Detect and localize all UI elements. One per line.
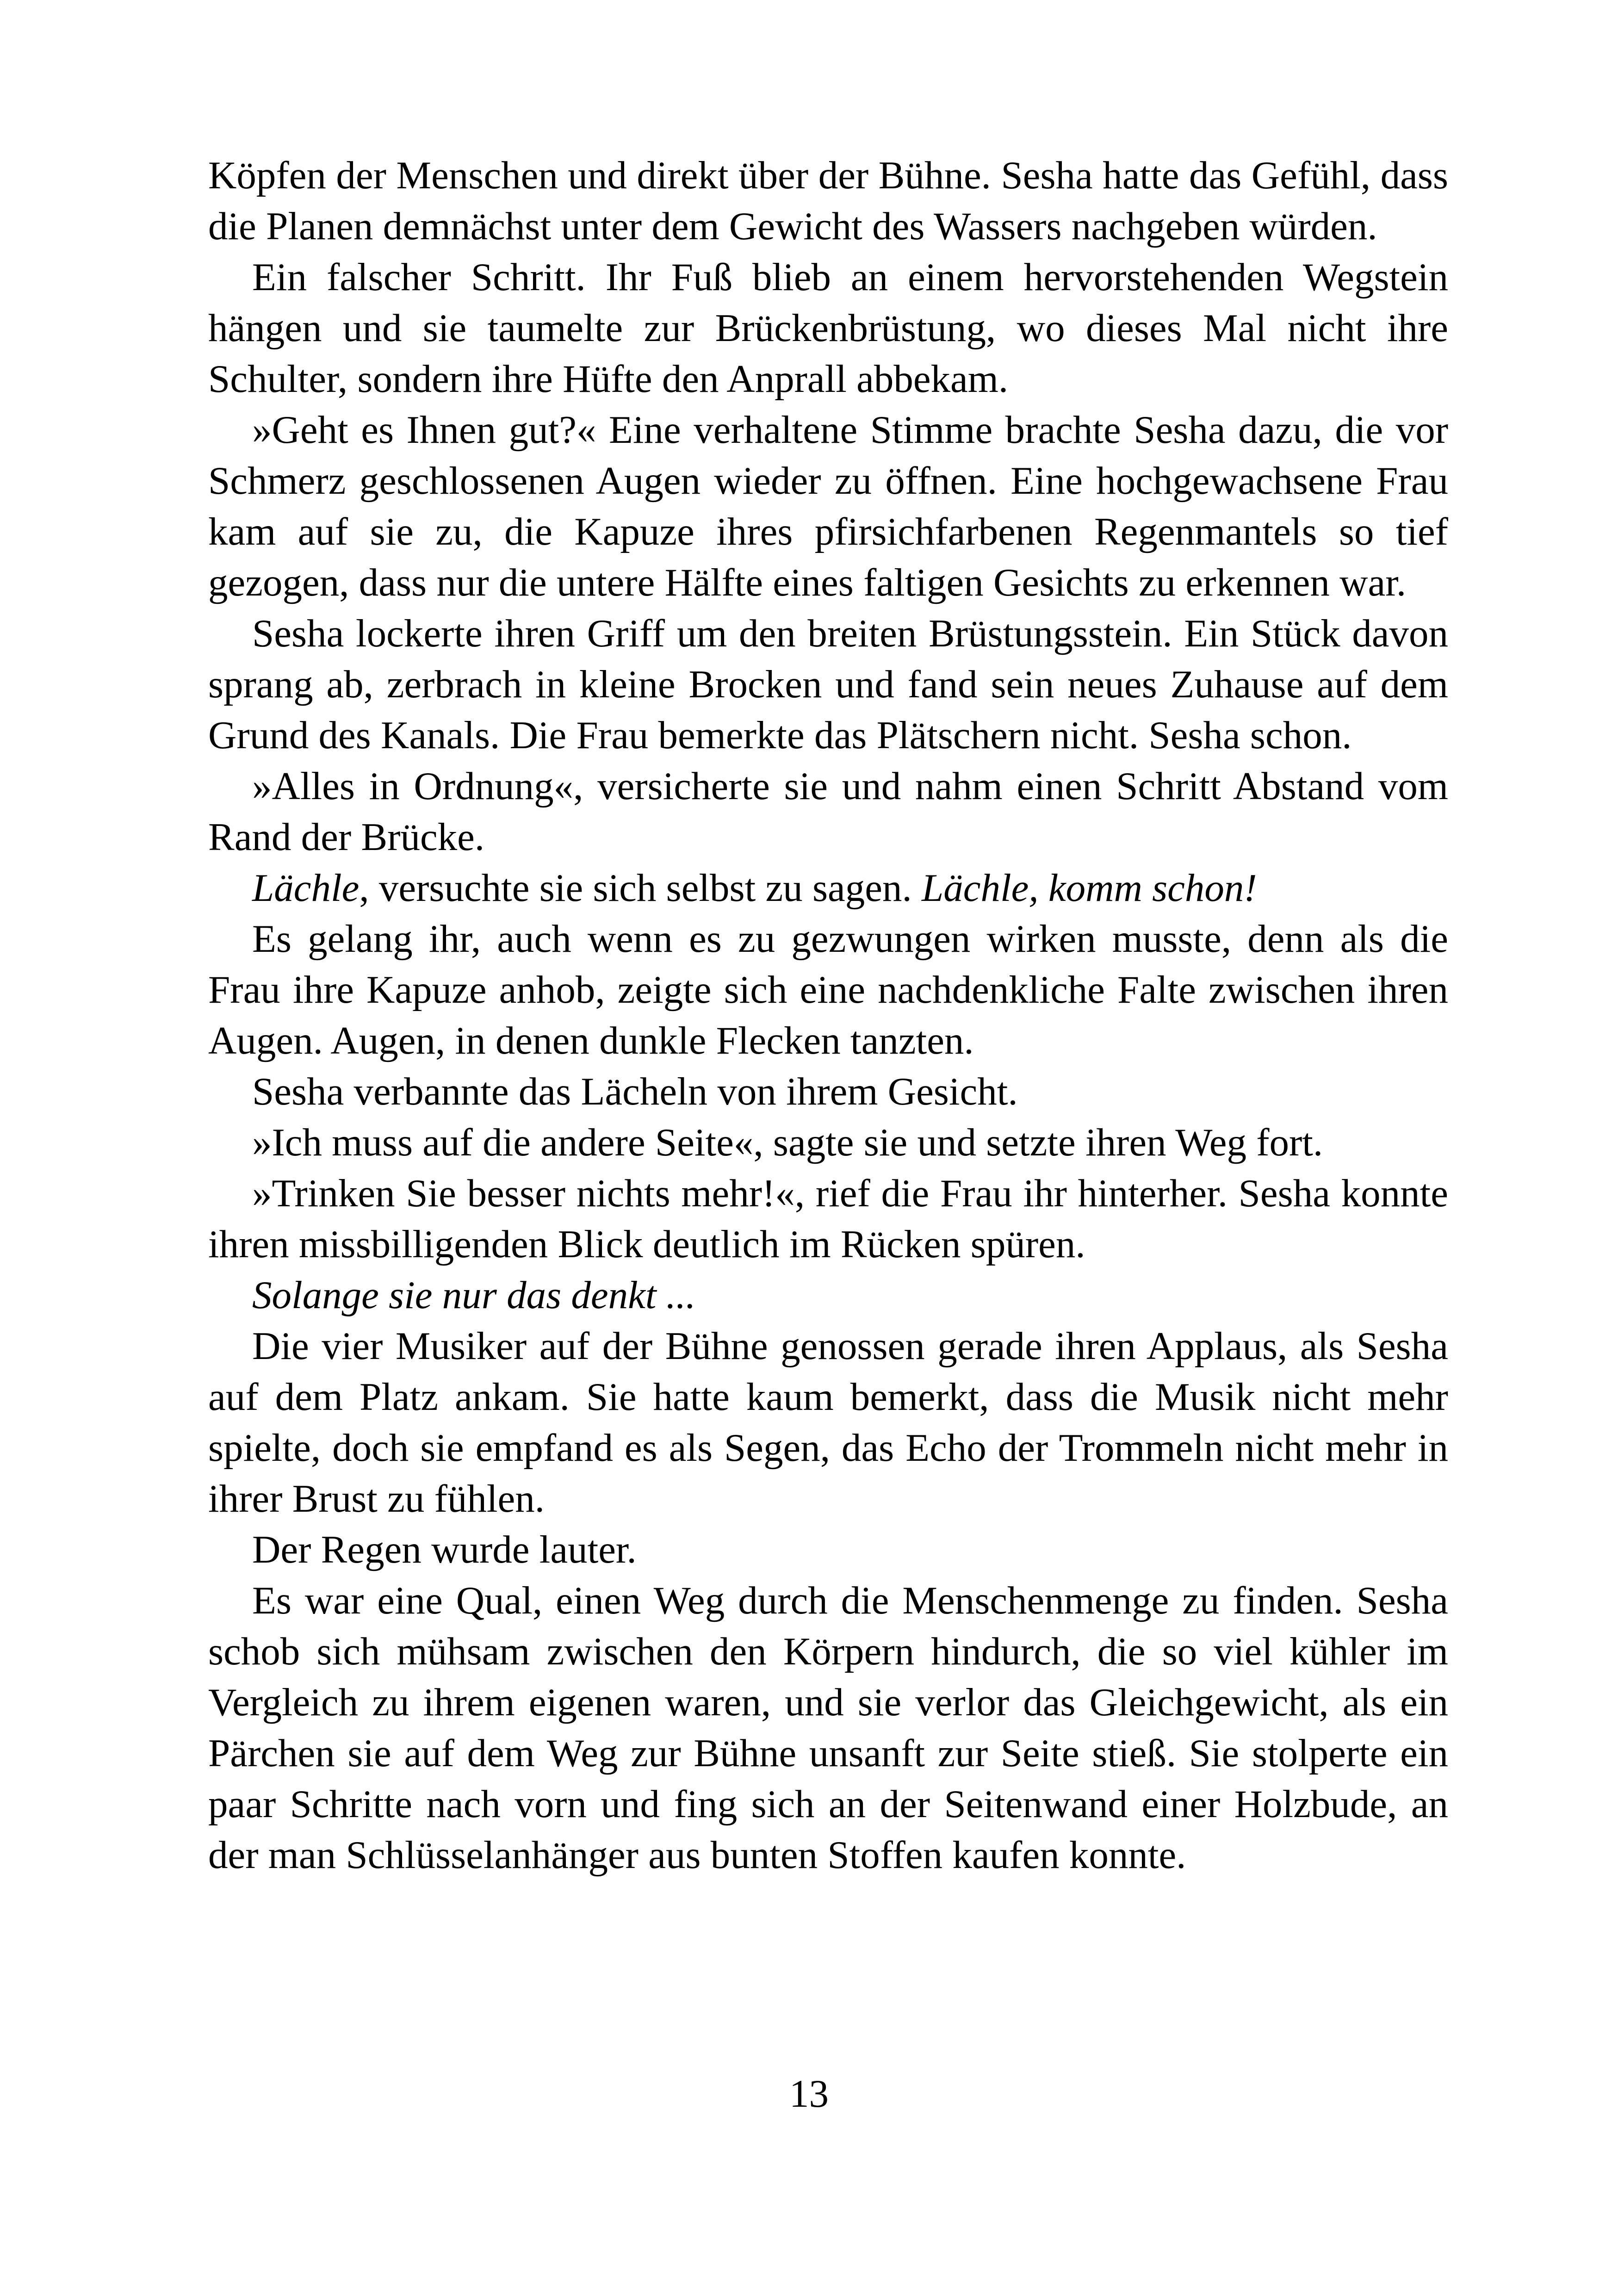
- paragraph: Es war eine Qual, einen Weg durch die Menschenmenge zu finden. Sesha schob sich mühsam zwischen den Körpern hindurch, die so viel kühler im Vergleich zu ihrem eigenen waren, und sie verlor das Gleichgewicht, als ein Pärchen sie auf dem Weg zur Bühne unsanft zur Seite stieß. Sie stolperte ein paar Schritte nach vorn und fing sich an der Seitenwand einer Holzbude, an der man Schlüsselanhänger aus bunten Stoffen kaufen konnte.: [208, 1579, 1448, 1877]
- page-number: 13: [789, 2072, 829, 2116]
- plain-phrase: , versuchte sie sich selbst zu sagen.: [359, 866, 922, 910]
- paragraph: Köpfen der Menschen und direkt über der Bühne. Sesha hatte das Gefühl, dass die Planen demnächst unter dem Gewicht des Wassers nachgeben würden.: [208, 154, 1448, 248]
- paragraph-italic: Solange sie nur das denkt ...: [252, 1273, 696, 1317]
- paragraph: »Ich muss auf die andere Seite«, sagte sie und setzte ihren Weg fort.: [252, 1121, 1323, 1164]
- italic-phrase: Lächle: [252, 866, 360, 910]
- paragraph: Es gelang ihr, auch wenn es zu gezwungen wirken musste, denn als die Frau ihre Kapuze anhob, zeigte sich eine nachdenkliche Falte zwischen ihren Augen. Augen, in denen dunkle Flecken tanzten.: [208, 917, 1448, 1062]
- paragraph: »Alles in Ordnung«, versicherte sie und nahm einen Schritt Abstand vom Rand der Brücke.: [208, 764, 1448, 859]
- paragraph-mixed: [208, 863, 1448, 913]
- paragraph: »Geht es Ihnen gut?« Eine verhaltene Stimme brachte Sesha dazu, die vor Schmerz geschlossenen Augen wieder zu öffnen. Eine hochgewachsene Frau kam auf sie zu, die Kapuze ihres pfirsichfarbenen Regenmantels so tief gezogen, dass nur die untere Hälfte eines faltigen Gesichts zu erkennen war.: [208, 408, 1448, 604]
- body-text: [208, 150, 1448, 1880]
- paragraph: Die vier Musiker auf der Bühne genossen gerade ihren Applaus, als Sesha auf dem Platz ankam. Sie hatte kaum bemerkt, dass die Musik nicht mehr spielte, doch sie empfand es als Segen, das Echo der Trommeln nicht mehr in ihrer Brust zu fühlen.: [208, 1324, 1448, 1520]
- paragraph: Sesha verbannte das Lächeln von ihrem Gesicht.: [252, 1070, 1018, 1113]
- paragraph: »Trinken Sie besser nichts mehr!«, rief die Frau ihr hinterher. Sesha konnte ihren missbilligenden Blick deutlich im Rücken spüren.: [208, 1172, 1448, 1266]
- paragraph: Ein falscher Schritt. Ihr Fuß blieb an einem hervorstehenden Wegstein hängen und sie taumelte zur Brückenbrüstung, wo dieses Mal nicht ihre Schulter, sondern ihre Hüfte den Anprall abbekam.: [208, 255, 1448, 401]
- paragraph: Sesha lockerte ihren Griff um den breiten Brüstungsstein. Ein Stück davon sprang ab, zerbrach in kleine Brocken und fand sein neues Zuhause auf dem Grund des Kanals. Die Frau bemerkte das Plätschern nicht. Sesha schon.: [208, 612, 1448, 757]
- italic-phrase: Lächle, komm schon!: [922, 866, 1257, 910]
- paragraph: Der Regen wurde lauter.: [252, 1528, 637, 1571]
